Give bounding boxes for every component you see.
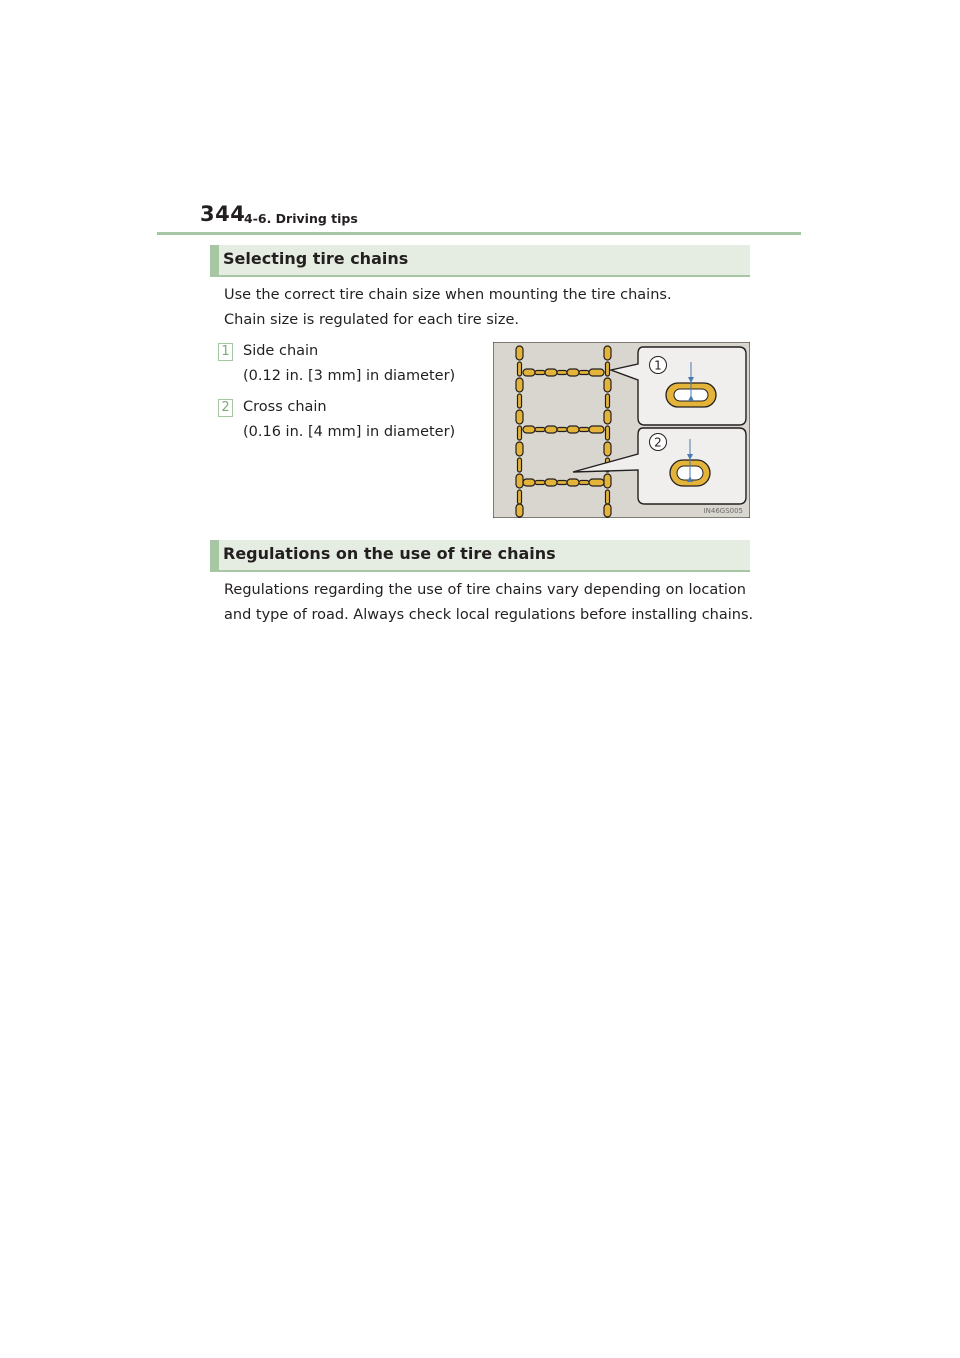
header-rule [157,232,801,235]
intro-line-1: Use the correct tire chain size when mounting the tire chains. [224,287,672,303]
section-title: Selecting tire chains [223,249,409,268]
callout-number-2: 2 [654,435,662,450]
section-title: Regulations on the use of tire chains [223,544,556,563]
section-heading-selecting [210,245,750,275]
item-side-chain-name: Side chain [243,343,319,359]
regulations-line-1: Regulations regarding the use of tire chains vary depending on location [224,582,746,598]
regulations-line-2: and type of road. Always check local regulations before installing chains. [224,607,754,623]
figure-code: IN46GS005 [703,507,743,515]
intro-line-2: Chain size is regulated for each tire size. [224,312,519,328]
item-number-marker: 2 [218,399,233,417]
item-side-chain-spec: (0.12 in. [3 mm] in diameter) [243,368,456,384]
item-cross-chain-spec: (0.16 in. [4 mm] in diameter) [243,424,456,440]
callout-number-1: 1 [654,358,662,373]
item-cross-chain-name: Cross chain [243,399,327,415]
section-heading-regulations [210,540,750,570]
tire-chain-illustration [493,342,750,518]
page-number: 344 [200,202,246,226]
chapter-section-label: 4-6. Driving tips [244,211,358,226]
item-number-marker: 1 [218,343,233,361]
